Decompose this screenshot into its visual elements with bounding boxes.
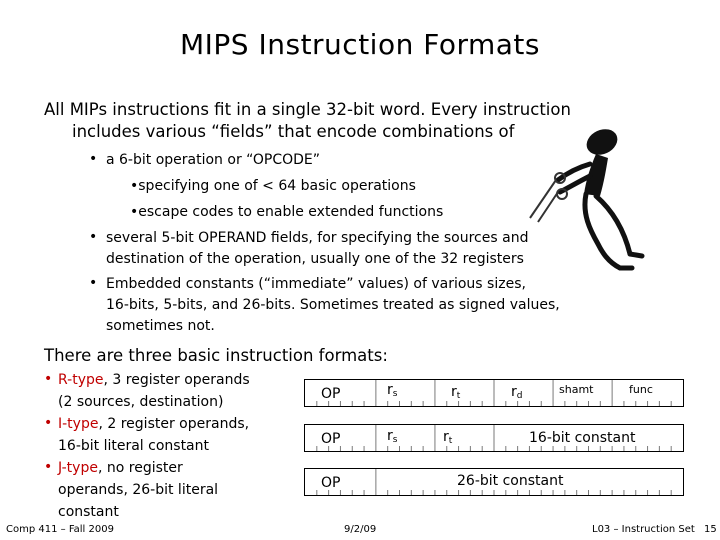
bullet-operand-fields: • several 5-bit OPERAND fields, for specifying the sources and [89,229,529,246]
footer-course: Comp 411 – Fall 2009 [6,524,114,535]
j-type-description-line3: constant [58,504,119,520]
footer-date: 9/2/09 [344,524,377,535]
r-type-bit-ticks [305,380,683,406]
bullet-opcode: • a 6-bit operation or “OPCODE” [89,151,321,168]
bullet-constants: • Embedded constants (“immediate” values) of various sizes, [89,275,526,292]
intro-line-2: includes various “fields” that encode combinations of [72,122,515,141]
i-rt-field: $r_t$ [443,429,453,446]
scissors-figure-clipart [520,118,650,278]
r-rd-field: $r_d$ [511,384,523,401]
bullet-dot: • [89,151,98,167]
footer-page-number: 15 [704,524,717,535]
j-type-name: J-type [58,460,98,476]
i-rs-field: $r_s$ [387,428,398,445]
bullet-dot: • [44,459,53,475]
r-type-description: • R-type, 3 register operands [44,371,250,388]
r-func-field: func [629,383,653,396]
i-type-description-line2: 16-bit literal constant [58,438,209,454]
i-constant-field: 16-bit constant [529,430,636,446]
footer-lecture: L03 – Instruction Set [592,524,695,535]
j-type-word [304,468,684,496]
r-shamt-field: shamt [559,383,594,396]
sub-bullet-basic-ops: •specifying one of < 64 basic operations [130,178,416,194]
slide-title: MIPS Instruction Formats [180,28,540,61]
bullet-dot: • [89,229,98,245]
r-opcode-field: OP [321,386,341,402]
i-opcode-field: OP [321,431,341,447]
r-rs-field: $r_s$ [387,382,398,399]
bullet-constants-line3: sometimes not. [106,318,215,334]
r-type-description-line2: (2 sources, destination) [58,394,224,410]
r-type-name: R-type [58,372,104,388]
r-rt-field: $r_t$ [451,384,461,401]
j-opcode-field: OP [321,475,341,491]
bullet-dot: • [44,415,53,431]
bullet-dot: • [89,275,98,291]
i-type-name: I-type [58,416,99,432]
j-type-description-line2: operands, 26-bit literal [58,482,219,498]
r-type-word [304,379,684,407]
bullet-dot: • [44,371,53,387]
bullet-constants-line2: 16-bits, 5-bits, and 26-bits. Sometimes treated as signed values, [106,297,560,313]
section-heading: There are three basic instruction formats: [44,346,388,365]
j-type-description: • J-type, no register [44,459,183,476]
bullet-operand-fields-line2: destination of the operation, usually one of the 32 registers [106,251,524,267]
intro-line-1: All MIPs instructions fit in a single 32-bit word. Every instruction [44,100,571,119]
sub-bullet-escape-codes: •escape codes to enable extended functions [130,204,444,220]
i-type-word [304,424,684,452]
i-type-description: • I-type, 2 register operands, [44,415,250,432]
j-constant-field: 26-bit constant [457,473,564,489]
